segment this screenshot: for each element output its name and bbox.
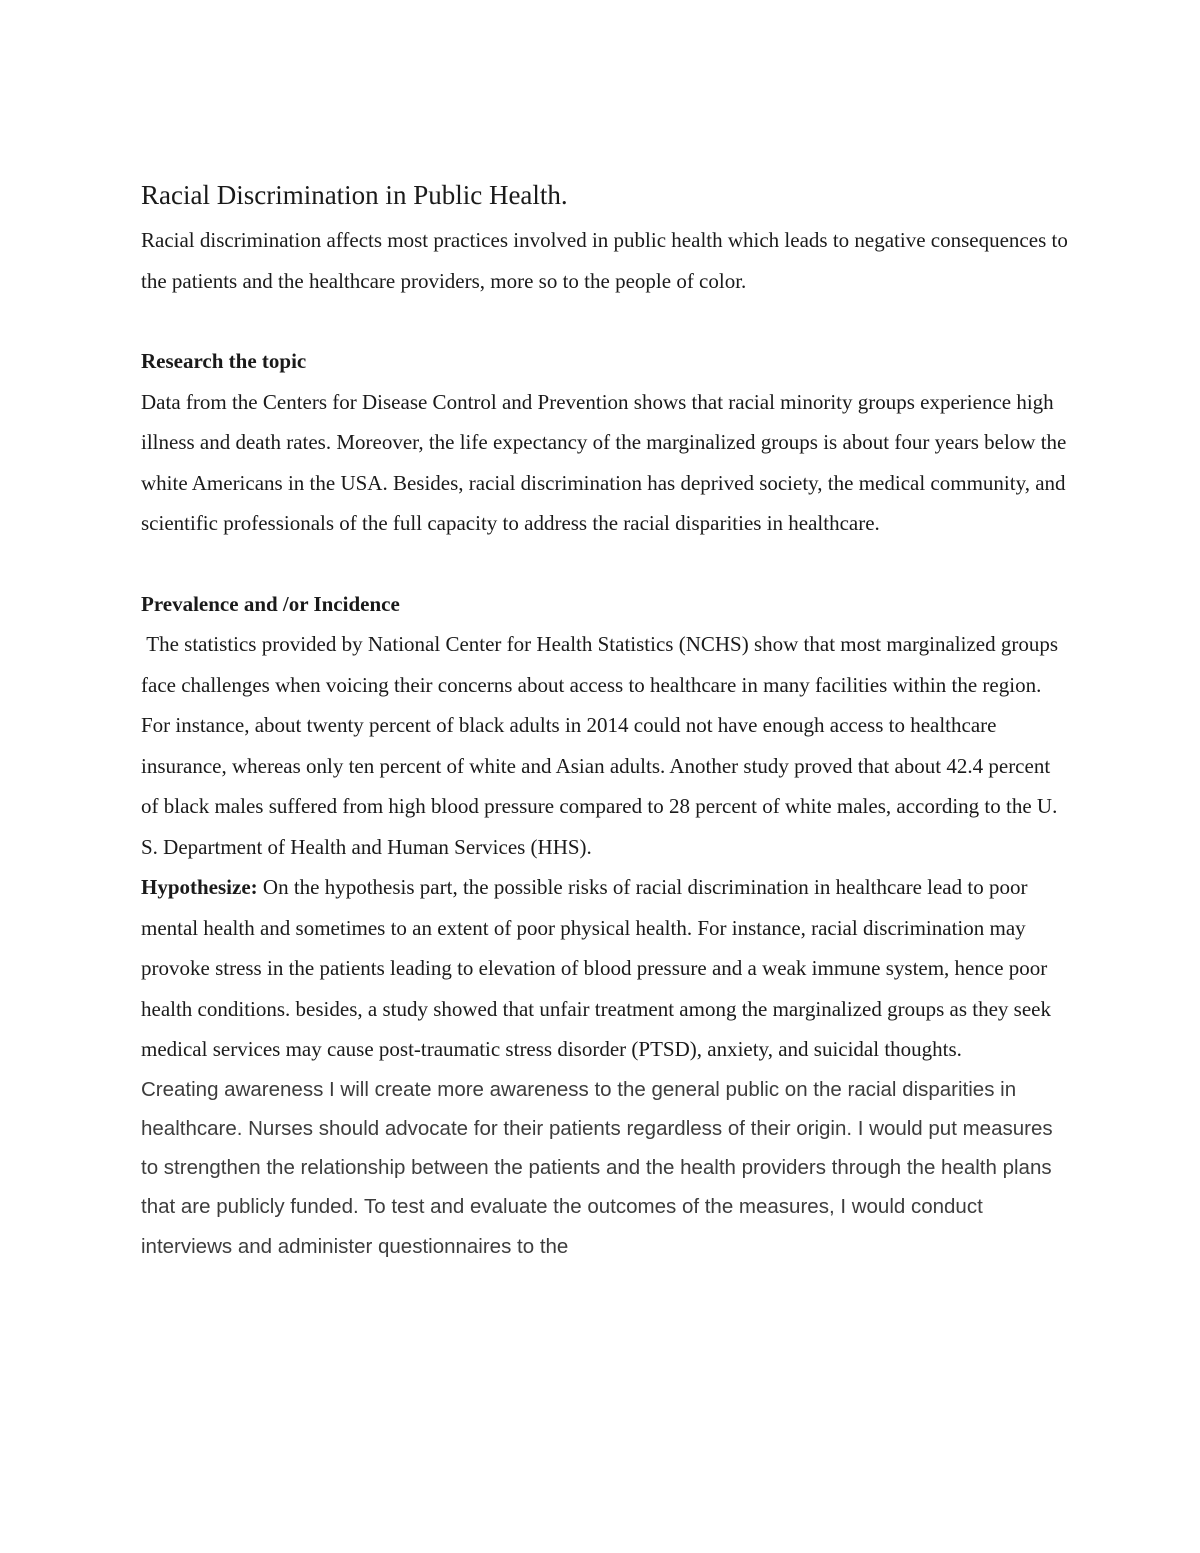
hypothesize-label: Hypothesize: xyxy=(141,875,258,899)
research-heading: Research the topic xyxy=(141,349,307,373)
awareness-paragraph: Creating awareness I will create more awareness to the general public on the racial disparities in healthcare. Nurses should advocate for their patients regardless of their origin. I would put measures to strengthen the relationship between the patients and the health providers through the health plans that are publicly funded. To test and evaluate the outcomes of the measures, I would conduct interviews and administer questionnaires to the xyxy=(141,1077,1053,1258)
intro-paragraph: Racial discrimination affects most practices involved in public health which leads to negative consequences to the patients and the healthcare providers, more so to the people of color. xyxy=(141,228,1068,293)
prevalence-heading: Prevalence and /or Incidence xyxy=(141,591,400,616)
hypothesize-paragraph xyxy=(141,867,1071,1070)
hypothesize-body: On the hypothesis part, the possible risks of racial discrimination in healthcare lead to poor mental health and sometimes to an extent of poor physical health. For instance, racial discrimination may provoke stress in the patients leading to elevation of blood pressure and a weak immune system, hence poor health conditions. besides, a study showed that unfair treatment among the marginalized groups as they seek medical services may cause post-traumatic stress disorder (PTSD), anxiety, and suicidal thoughts. xyxy=(141,875,1051,1061)
prevalence-paragraph: The statistics provided by National Center for Health Statistics (NCHS) show that most marginalized groups face challenges when voicing their concerns about access to healthcare in many facilities within the region. For instance, about twenty percent of black adults in 2014 could not have enough access to healthcare insurance, whereas only ten percent of white and Asian adults. Another study proved that about 42.4 percent of black males suffered from high blood pressure compared to 28 percent of white males, according to the U. S. Department of Health and Human Services (HHS). xyxy=(141,632,1064,859)
research-paragraph: Data from the Centers for Disease Control and Prevention shows that racial minority groups experience high illness and death rates. Moreover, the life expectancy of the marginalized groups is about four years below the white Americans in the USA. Besides, racial discrimination has deprived society, the medical community, and scientific professionals of the full capacity to address the racial disparities in healthcare. xyxy=(141,389,1067,535)
document-title: Racial Discrimination in Public Health. xyxy=(141,180,568,210)
spacer xyxy=(141,544,1071,584)
spacer xyxy=(141,301,1071,341)
document-page xyxy=(141,170,1071,1266)
